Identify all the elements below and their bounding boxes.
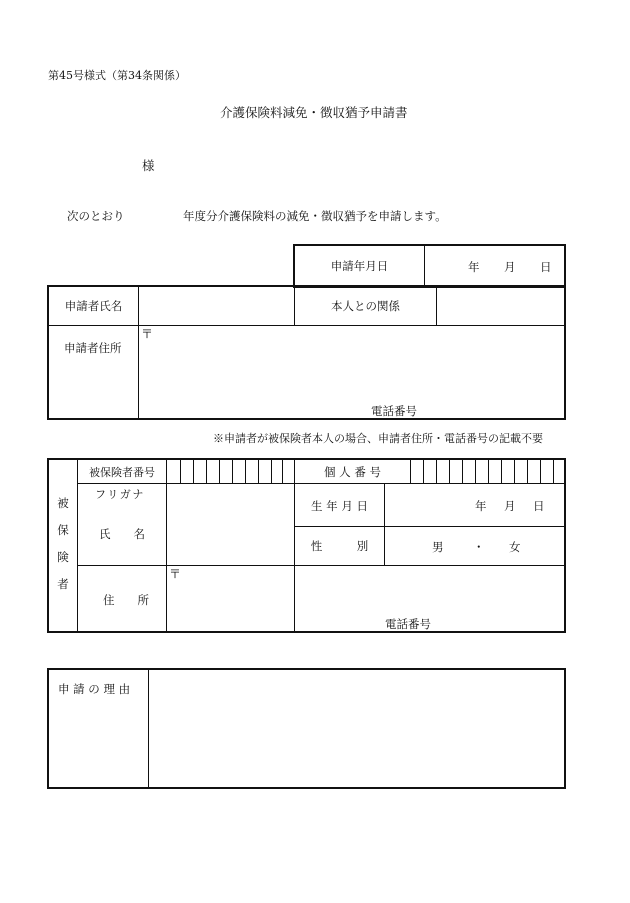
- insured-name-field[interactable]: [168, 486, 292, 563]
- birth-month-unit: 月: [504, 499, 516, 513]
- addressee-suffix: 様: [142, 158, 155, 173]
- document-title: 介護保険料減免・徴収猶予申請書: [220, 105, 408, 120]
- applicant-name-label: 申請者氏名: [64, 299, 123, 313]
- relation-label: 本人との関係: [331, 299, 400, 313]
- applicant-note: ※申請者が被保険者本人の場合、申請者住所・電話番号の記載不要: [213, 432, 543, 445]
- insured-side-label: 被 保 険 者: [57, 496, 69, 591]
- sex-label: 性 別: [310, 539, 369, 553]
- insured-address-label: 住 所: [103, 593, 149, 607]
- relation-field[interactable]: [438, 288, 564, 324]
- application-date-day-unit: 日: [540, 260, 552, 274]
- insured-postal-mark: 〒: [169, 567, 182, 581]
- application-date-month-unit: 月: [504, 260, 516, 274]
- insured-name-label: 氏 名: [99, 527, 145, 541]
- birth-year-unit: 年: [475, 499, 487, 513]
- applicant-name-field[interactable]: [140, 288, 292, 324]
- sex-separator: ・: [473, 540, 485, 554]
- applicant-address-label: 申請者住所: [64, 341, 122, 355]
- intro-prefix: 次のとおり: [67, 209, 125, 223]
- personal-number-label: 個 人 番 号: [324, 464, 381, 479]
- insured-number-label: 被保険者番号: [89, 465, 155, 479]
- applicant-phone-label: 電話番号: [371, 404, 417, 418]
- application-date-year-unit: 年: [468, 260, 480, 274]
- form-number-label: 第45号様式（第34条関係）: [48, 69, 186, 82]
- birth-date-label: 生 年 月 日: [311, 498, 368, 513]
- insured-phone-label: 電話番号: [385, 617, 431, 631]
- applicant-postal-mark: 〒: [141, 327, 154, 341]
- birth-day-unit: 日: [533, 499, 545, 513]
- insured-address-field[interactable]: [168, 580, 564, 614]
- reason-label: 申 請 の 理 由: [58, 682, 131, 696]
- sex-female-option[interactable]: 女: [509, 540, 521, 554]
- insured-number-field[interactable]: [168, 461, 292, 482]
- personal-number-field[interactable]: [411, 461, 564, 482]
- sex-male-option[interactable]: 男: [432, 540, 444, 554]
- reason-field[interactable]: [150, 670, 564, 787]
- intro-suffix: 年度分介護保険料の減免・徴収猶予を申請します。: [183, 209, 447, 223]
- furigana-label: フリガナ: [95, 488, 146, 501]
- application-date-label: 申請年月日: [330, 259, 389, 273]
- applicant-address-field[interactable]: [140, 340, 564, 398]
